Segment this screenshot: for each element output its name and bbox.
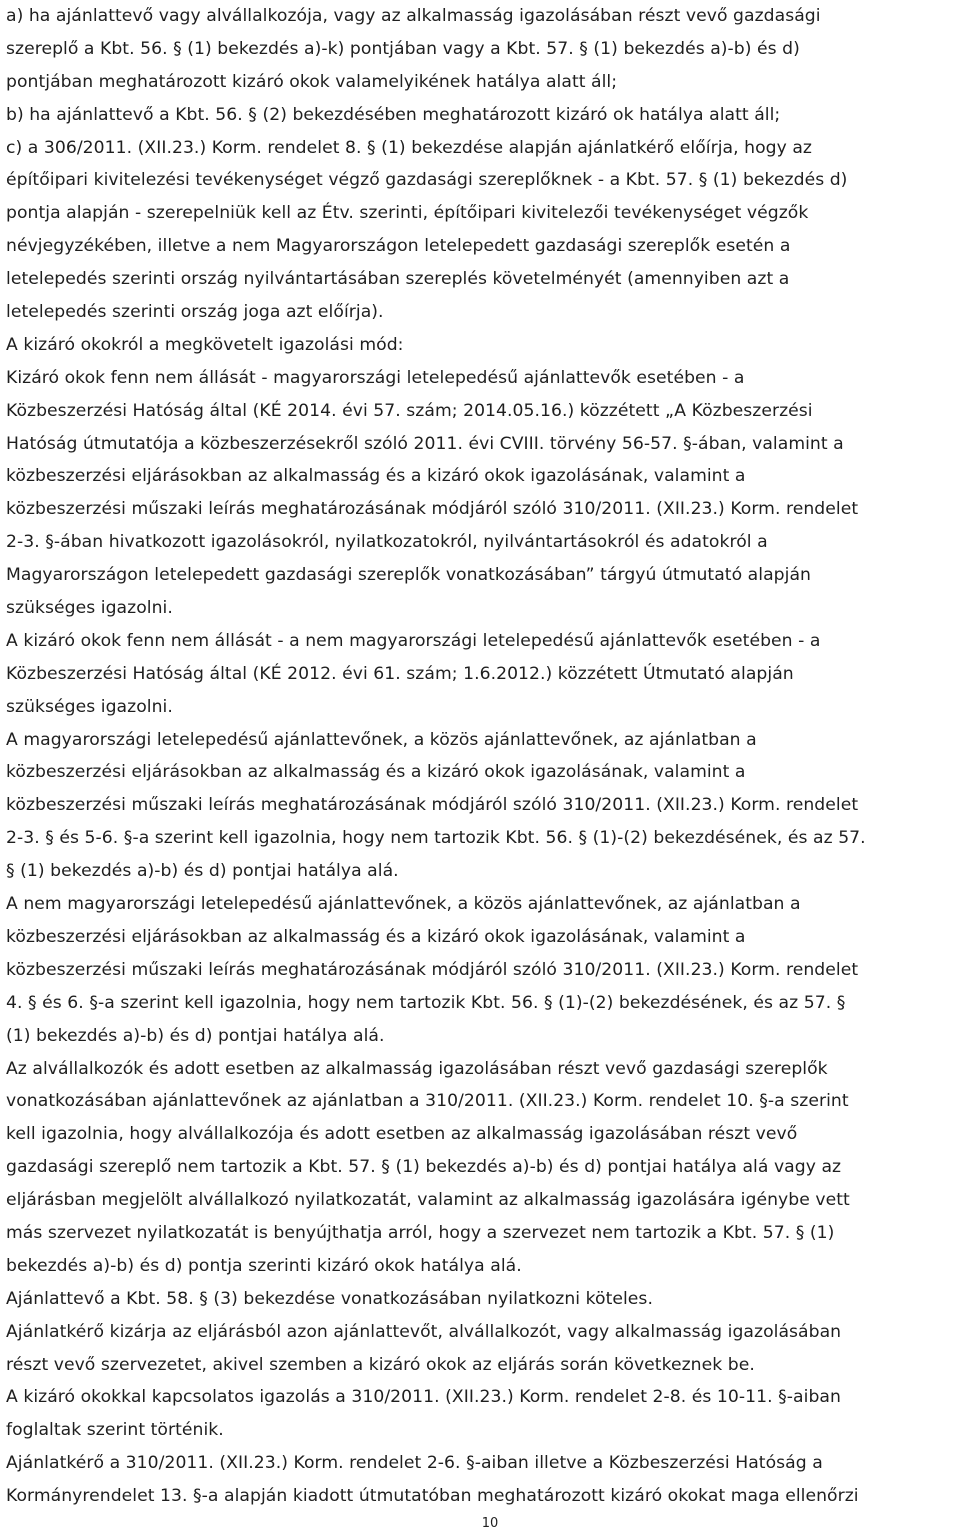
text-line: pontjában meghatározott kizáró okok valamelyikének hatálya alatt áll; [6, 71, 618, 92]
text-line: a) ha ajánlattevő vagy alvállalkozója, vagy az alkalmasság igazolásában részt vevő gazdasági [6, 6, 821, 26]
text-line: szükséges igazolni. [6, 696, 173, 717]
text-line: Kizáró okok fenn nem állását - magyarországi letelepedésű ajánlattevők esetében - a [6, 367, 745, 388]
text-line: foglaltak szerint történik. [6, 1420, 224, 1441]
text-line: 2-3. § és 5-6. §-a szerint kell igazolnia, hogy nem tartozik Kbt. 56. § (1)-(2) bekezdésének, és az 57. [6, 828, 866, 849]
text-line: eljárásban megjelölt alvállalkozó nyilatkozatát, valamint az alkalmasság igazolására igénybe vett [6, 1190, 850, 1211]
text-line: vonatkozásában ajánlattevőnek az ajánlatban a 310/2011. (XII.23.) Korm. rendelet 10. §-a szerint [6, 1091, 849, 1112]
text-line: közbeszerzési műszaki leírás meghatározásának módjáról szóló 310/2011. (XII.23.) Korm. rendelet [6, 795, 859, 816]
text-line: Ajánlattevő a Kbt. 58. § (3) bekezdése vonatkozásában nyilatkozni köteles. [6, 1288, 653, 1309]
text-line: Kormányrendelet 13. §-a alapján kiadott útmutatóban meghatározott kizáró okokat maga ellenőrzi [6, 1486, 859, 1507]
document-body [6, 0, 956, 1513]
text-line: más szervezet nyilatkozatát is benyújthatja arról, hogy a szervezet nem tartozik a Kbt. 57. § (1) [6, 1222, 835, 1243]
text-line: közbeszerzési eljárásokban az alkalmasság és a kizáró okok igazolásának, valamint a [6, 466, 746, 487]
text-line: Az alvállalkozók és adott esetben az alkalmasság igazolásában részt vevő gazdasági szereplők [6, 1058, 828, 1079]
text-line: A kizáró okokkal kapcsolatos igazolás a 310/2011. (XII.23.) Korm. rendelet 2-8. és 10-11. §-aiban [6, 1387, 841, 1408]
text-line: közbeszerzési műszaki leírás meghatározásának módjáról szóló 310/2011. (XII.23.) Korm. rendelet [6, 959, 859, 980]
text-line: szükséges igazolni. [6, 598, 173, 619]
text-line: (1) bekezdés a)-b) és d) pontjai hatálya alá. [6, 1025, 385, 1046]
text-line: 4. § és 6. §-a szerint kell igazolnia, hogy nem tartozik Kbt. 56. § (1)-(2) bekezdésének, és az 57. § [6, 992, 846, 1013]
text-line: A nem magyarországi letelepedésű ajánlattevőnek, a közös ajánlattevőnek, az ajánlatban a [6, 894, 801, 915]
text-line: Magyarországon letelepedett gazdasági szereplők vonatkozásában” tárgyú útmutató alapján [6, 565, 811, 586]
text-line: közbeszerzési eljárásokban az alkalmasság és a kizáró okok igazolásának, valamint a [6, 926, 746, 947]
text-line: közbeszerzési eljárásokban az alkalmasság és a kizáró okok igazolásának, valamint a [6, 762, 746, 783]
text-line: kell igazolnia, hogy alvállalkozója és adott esetben az alkalmasság igazolásában részt vevő [6, 1124, 798, 1145]
text-line: b) ha ajánlattevő a Kbt. 56. § (2) bekezdésében meghatározott kizáró ok hatálya alatt áll; [6, 104, 781, 125]
text-line: 2-3. §-ában hivatkozott igazolásokról, nyilatkozatokról, nyilvántartásokról és adatokról a [6, 532, 768, 553]
text-line: Ajánlatkérő a 310/2011. (XII.23.) Korm. rendelet 2-6. §-aiban illetve a Közbeszerzési Hatóság a [6, 1453, 823, 1474]
text-line: letelepedés szerinti ország nyilvántartásában szereplés követelményét (amennyiben azt a [6, 269, 790, 290]
text-line: A magyarországi letelepedésű ajánlattevőnek, a közös ajánlattevőnek, az ajánlatban a [6, 729, 757, 750]
text-line: építőipari kivitelezési tevékenységet végző gazdasági szereplőknek - a Kbt. 57. § (1) bekezdés d) [6, 170, 848, 191]
text-line: névjegyzékében, illetve a nem Magyarországon letelepedett gazdasági szereplők esetén a [6, 236, 791, 257]
text-line: Közbeszerzési Hatóság által (KÉ 2012. évi 61. szám; 1.6.2012.) közzétett Útmutató alapján [6, 663, 794, 684]
page-number: 10 [481, 1516, 499, 1531]
text-line: A kizáró okok fenn nem állását - a nem magyarországi letelepedésű ajánlattevők esetében - a [6, 630, 821, 651]
text-line: Hatóság útmutatója a közbeszerzésekről szóló 2011. évi CVIII. törvény 56-57. §-ában, valamint a [6, 433, 844, 454]
text-line: részt vevő szervezetet, akivel szemben a kizáró okok az eljárás során következnek be. [6, 1354, 755, 1375]
text-line: § (1) bekezdés a)-b) és d) pontjai hatálya alá. [6, 861, 399, 882]
text-line: Ajánlatkérő kizárja az eljárásból azon ajánlattevőt, alvállalkozót, vagy alkalmasság igazolásában [6, 1321, 842, 1342]
text-line: Közbeszerzési Hatóság által (KÉ 2014. évi 57. szám; 2014.05.16.) közzétett „A Közbeszerzési [6, 400, 813, 421]
text-line: gazdasági szereplő nem tartozik a Kbt. 57. § (1) bekezdés a)-b) és d) pontjai hatálya alá vagy az [6, 1157, 842, 1178]
text-line: bekezdés a)-b) és d) pontja szerinti kizáró okok hatálya alá. [6, 1255, 522, 1276]
text-line: pontja alapján - szerepelniük kell az Étv. szerinti, építőipari kivitelezői tevékenységet végzők [6, 203, 809, 224]
text-line: letelepedés szerinti ország joga azt előírja). [6, 302, 384, 323]
text-line: A kizáró okokról a megkövetelt igazolási mód: [6, 334, 404, 355]
text-line: közbeszerzési műszaki leírás meghatározásának módjáról szóló 310/2011. (XII.23.) Korm. rendelet [6, 499, 859, 520]
text-line: szereplő a Kbt. 56. § (1) bekezdés a)-k) pontjában vagy a Kbt. 57. § (1) bekezdés a)-b) és d) [6, 38, 800, 59]
text-line: c) a 306/2011. (XII.23.) Korm. rendelet 8. § (1) bekezdése alapján ajánlatkérő előírja, hogy az [6, 137, 812, 158]
